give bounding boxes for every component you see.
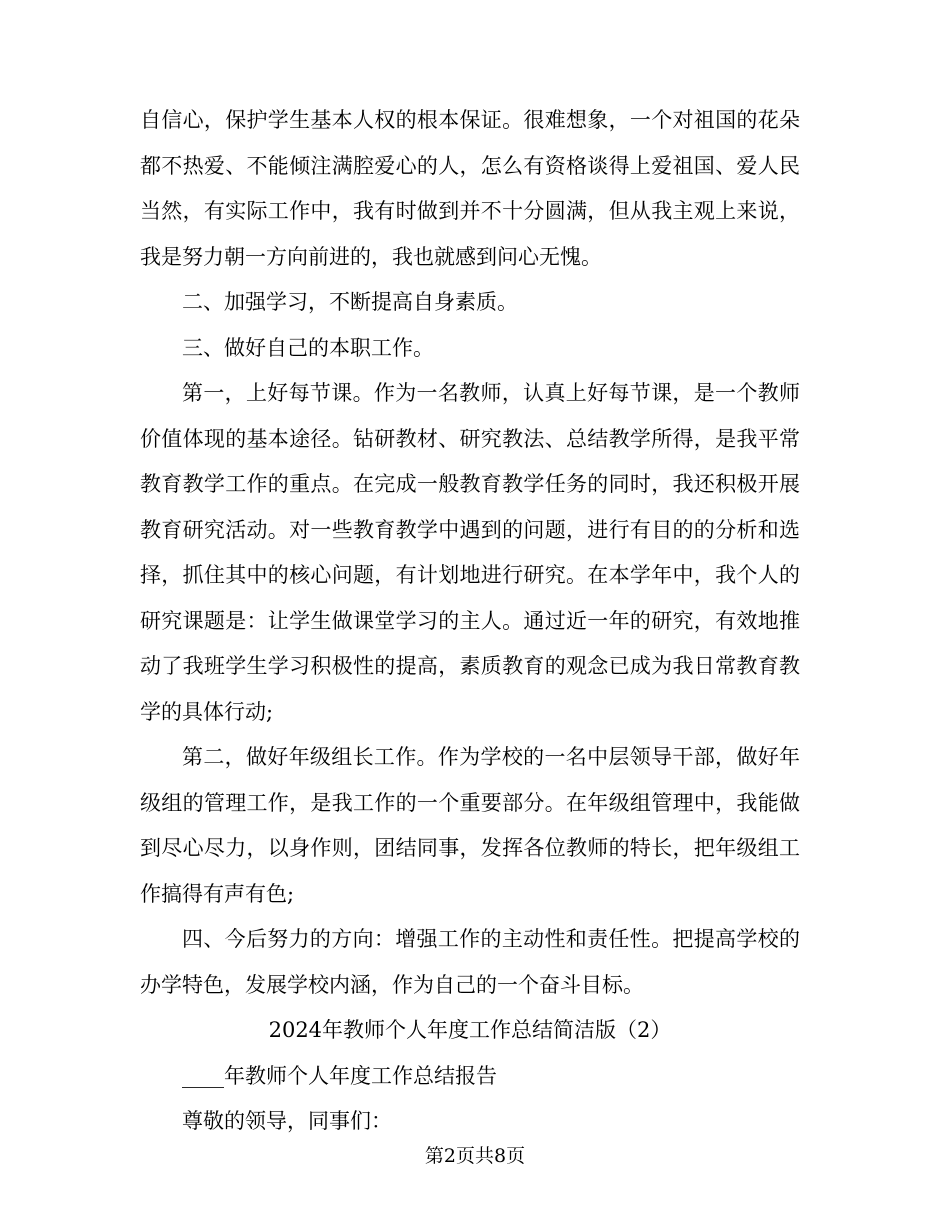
paragraph-5: 第二，做好年级组长工作。作为学校的一名中层领导干部，做好年级组的管理工作，是我工作的一个重要部分。在年级组管理中，我能做到尽心尽力，以身作则，团结同事，发挥各位教师的特长，把年级组工作搞得有声有色; xyxy=(140,745,800,906)
paragraph-4: 第一，上好每节课。作为一名教师，认真上好每节课，是一个教师价值体现的基本途径。钻研教材、研究教法、总结教学所得，是我平常教育教学工作的重点。在完成一般教育教学任务的同时，我还积极开展教育研究活动。对一些教育教学中遇到的问题，进行有目的的分析和选择，抓住其中的核心问题，有计划地进行研究。在本学年中，我个人的研究课题是：让学生做课堂学习的主人。通过近一年的研究，有效地推动了我班学生学习积极性的提高，素质教育的观念已成为我日常教育教学的具体行动; xyxy=(140,381,800,724)
paragraph-8: 尊敬的领导，同事们： xyxy=(182,1109,392,1133)
section-heading: 2024年教师个人年度工作总结简洁版（2） xyxy=(268,1018,672,1042)
document-body xyxy=(140,98,800,1145)
paragraph-1: 自信心，保护学生基本人权的根本保证。很难想象，一个对祖国的花朵都不热爱、不能倾注满腔爱心的人，怎么有资格谈得上爱祖国、爱人民当然，有实际工作中，我有时做到并不十分圆满，但从我主观上来说，我是努力朝一方向前进的，我也就感到问心无愧。 xyxy=(140,108,800,269)
paragraph-7: ____年教师个人年度工作总结报告 xyxy=(182,1063,497,1088)
paragraph-3: 三、做好自己的本职工作。 xyxy=(182,335,434,360)
page-number-footer: 第2页共8页 xyxy=(424,1145,526,1167)
paragraph-2: 二、加强学习，不断提高自身素质。 xyxy=(182,290,518,314)
paragraph-6: 四、今后努力的方向：增强工作的主动性和责任性。把提高学校的办学特色，发展学校内涵，作为自己的一个奋斗目标。 xyxy=(140,927,800,997)
